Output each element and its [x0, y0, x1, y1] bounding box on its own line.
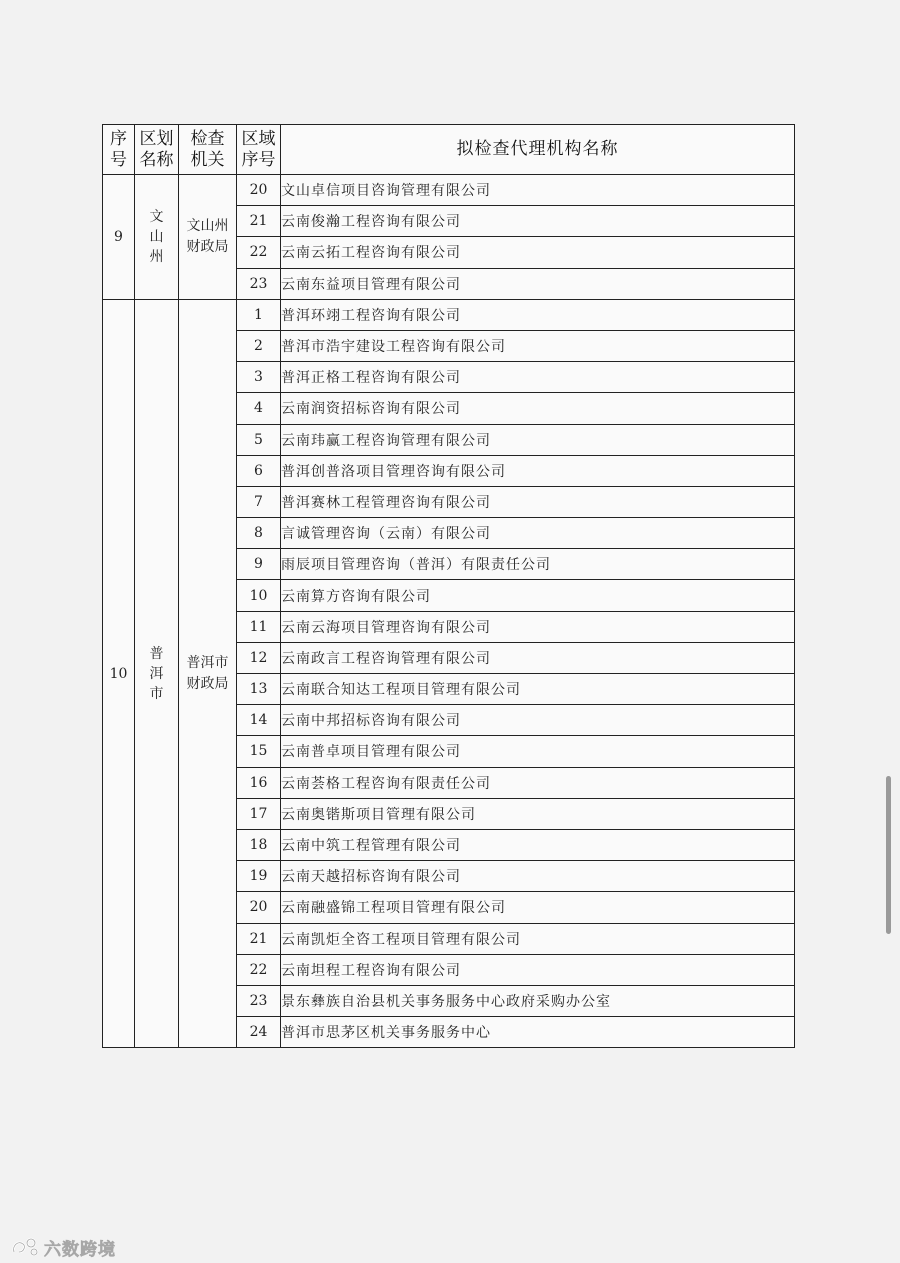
agency-name-cell: 言诚管理咨询（云南）有限公司	[281, 518, 795, 549]
watermark-text: 六数跨境	[44, 1239, 116, 1260]
agency-name-cell: 云南坦程工程咨询有限公司	[281, 954, 795, 985]
table-header-row	[103, 125, 795, 175]
region-seq-cell: 20	[237, 892, 281, 923]
region-seq-cell: 5	[237, 424, 281, 455]
region-seq-cell: 23	[237, 268, 281, 299]
agency-name-cell: 云南奥锴斯项目管理有限公司	[281, 798, 795, 829]
header-seq-line2: 号	[110, 149, 127, 170]
table-row	[103, 175, 795, 206]
group-seq-cell: 9	[103, 175, 135, 300]
region-seq-cell: 13	[237, 674, 281, 705]
agency-name-cell: 云南普卓项目管理有限公司	[281, 736, 795, 767]
region-seq-cell: 12	[237, 642, 281, 673]
region-seq-cell: 20	[237, 175, 281, 206]
agency-name-cell: 云南算方咨询有限公司	[281, 580, 795, 611]
group-authority-line: 普洱市	[186, 654, 229, 671]
group-seq-cell: 10	[103, 299, 135, 1048]
group-region-name: 文山州	[149, 208, 164, 265]
region-seq-cell: 22	[237, 954, 281, 985]
header-region-line2: 名称	[139, 149, 174, 170]
agency-name-cell: 云南融盛锦工程项目管理有限公司	[281, 892, 795, 923]
agency-name-cell: 普洱市浩宇建设工程咨询有限公司	[281, 330, 795, 361]
region-seq-cell: 11	[237, 611, 281, 642]
group-authority-line: 财政局	[186, 238, 229, 255]
region-seq-cell: 3	[237, 362, 281, 393]
group-authority-cell	[179, 299, 237, 1048]
header-region-seq-line1: 区域	[241, 128, 276, 149]
header-authority-line2: 机关	[190, 149, 225, 170]
region-seq-cell: 8	[237, 518, 281, 549]
region-seq-cell: 9	[237, 549, 281, 580]
agency-name-cell: 云南天越招标咨询有限公司	[281, 861, 795, 892]
region-seq-cell: 7	[237, 486, 281, 517]
region-seq-cell: 6	[237, 455, 281, 486]
agency-name-cell: 云南荟格工程咨询有限责任公司	[281, 767, 795, 798]
group-region-name: 普洱市	[149, 645, 164, 702]
agency-name-cell: 云南云拓工程咨询有限公司	[281, 237, 795, 268]
agency-name-cell: 普洱市思茅区机关事务服务中心	[281, 1017, 795, 1048]
header-region-seq-line2: 序号	[241, 149, 276, 170]
agency-name-cell: 云南俊瀚工程咨询有限公司	[281, 206, 795, 237]
group-region-cell	[135, 175, 179, 300]
region-seq-cell: 17	[237, 798, 281, 829]
region-seq-cell: 16	[237, 767, 281, 798]
header-seq-line1: 序	[110, 128, 127, 149]
header-region-line1: 区划	[139, 128, 174, 149]
group-authority-line: 文山州	[186, 217, 229, 234]
agency-name-cell: 云南云海项目管理咨询有限公司	[281, 611, 795, 642]
agency-name-cell: 云南凯炬全咨工程项目管理有限公司	[281, 923, 795, 954]
region-seq-cell: 23	[237, 985, 281, 1016]
header-region	[135, 125, 179, 175]
agency-name-cell: 文山卓信项目咨询管理有限公司	[281, 175, 795, 206]
agency-name-cell: 雨辰项目管理咨询（普洱）有限责任公司	[281, 549, 795, 580]
region-seq-cell: 24	[237, 1017, 281, 1048]
region-seq-cell: 1	[237, 299, 281, 330]
agency-name-cell: 普洱赛林工程管理咨询有限公司	[281, 486, 795, 517]
table-body	[103, 175, 795, 1048]
watermark	[10, 1234, 116, 1260]
header-authority	[179, 125, 237, 175]
region-seq-cell: 15	[237, 736, 281, 767]
agency-name-cell: 云南联合知达工程项目管理有限公司	[281, 674, 795, 705]
table-row	[103, 299, 795, 330]
header-agency-name: 拟检查代理机构名称	[281, 125, 795, 175]
brand-logo-icon	[10, 1236, 40, 1258]
region-seq-cell: 4	[237, 393, 281, 424]
region-seq-cell: 14	[237, 705, 281, 736]
region-seq-cell: 19	[237, 861, 281, 892]
region-seq-cell: 2	[237, 330, 281, 361]
agency-name-cell: 云南政言工程咨询管理有限公司	[281, 642, 795, 673]
agency-name-cell: 云南中筑工程管理有限公司	[281, 829, 795, 860]
region-seq-cell: 18	[237, 829, 281, 860]
agency-name-cell: 普洱正格工程咨询有限公司	[281, 362, 795, 393]
agency-name-cell: 普洱创普洛项目管理咨询有限公司	[281, 455, 795, 486]
header-region-seq	[237, 125, 281, 175]
region-seq-cell: 10	[237, 580, 281, 611]
region-seq-cell: 21	[237, 206, 281, 237]
region-seq-cell: 21	[237, 923, 281, 954]
agency-name-cell: 云南润资招标咨询有限公司	[281, 393, 795, 424]
vertical-scrollbar[interactable]	[886, 776, 891, 934]
group-authority-line: 财政局	[186, 675, 229, 692]
agency-name-cell: 云南玮赢工程咨询管理有限公司	[281, 424, 795, 455]
agency-name-cell: 云南中邦招标咨询有限公司	[281, 705, 795, 736]
region-seq-cell: 22	[237, 237, 281, 268]
agency-name-cell: 普洱环翊工程咨询有限公司	[281, 299, 795, 330]
group-region-cell	[135, 299, 179, 1048]
group-authority-cell	[179, 175, 237, 300]
header-authority-line1: 检查	[190, 128, 225, 149]
header-seq	[103, 125, 135, 175]
agency-inspection-table	[102, 124, 795, 1048]
agency-name-cell: 云南东益项目管理有限公司	[281, 268, 795, 299]
agency-name-cell: 景东彝族自治县机关事务服务中心政府采购办公室	[281, 985, 795, 1016]
